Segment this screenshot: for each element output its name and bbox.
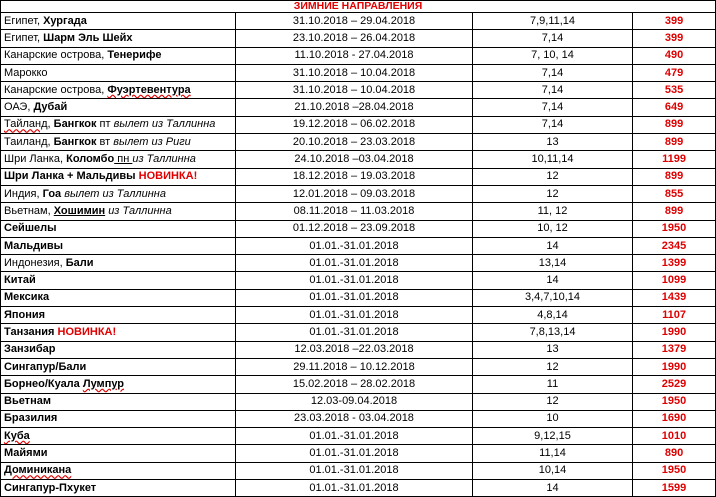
destination-text-part: Сингапур-Пхукет — [4, 481, 97, 494]
destination-text-part: Лумпур — [82, 377, 125, 390]
dates-cell: 01.12.2018 – 23.09.2018 — [236, 220, 473, 237]
destination-cell — [1, 220, 236, 237]
destination-cell — [1, 30, 236, 47]
destination-text-part: Доминикана — [4, 464, 72, 477]
price-cell: 1950 — [633, 462, 716, 479]
nights-cell: 3,4,7,10,14 — [473, 289, 633, 306]
nights-cell: 10 — [473, 410, 633, 427]
destination-text-part: вт — [96, 135, 114, 148]
destination-text-part: пн — [114, 153, 133, 166]
destination-text-part: из Таллинна — [108, 204, 172, 217]
dates-cell: 18.12.2018 – 19.03.2018 — [236, 168, 473, 185]
table-row — [1, 393, 716, 410]
destination-cell — [1, 272, 236, 289]
destination-text-part: Индия, — [4, 187, 43, 200]
price-cell: 649 — [633, 99, 716, 116]
price-cell: 535 — [633, 82, 716, 99]
destination-cell — [1, 480, 236, 497]
price-cell: 399 — [633, 13, 716, 30]
nights-cell: 14 — [473, 272, 633, 289]
destination-cell — [1, 324, 236, 341]
destination-cell — [1, 393, 236, 410]
table-row — [1, 82, 716, 99]
destination-text-part: Занзибар — [4, 343, 56, 356]
nights-cell: 13 — [473, 134, 633, 151]
nights-cell: 10,14 — [473, 462, 633, 479]
dates-cell: 31.10.2018 – 10.04.2018 — [236, 64, 473, 81]
price-cell: 1950 — [633, 220, 716, 237]
dates-cell: 23.03.2018 - 03.04.2018 — [236, 410, 473, 427]
destination-cell — [1, 185, 236, 202]
nights-cell: 11,14 — [473, 445, 633, 462]
table-header-row — [1, 1, 716, 13]
price-cell: 1439 — [633, 289, 716, 306]
destination-cell — [1, 116, 236, 133]
destination-cell — [1, 376, 236, 393]
table-row — [1, 30, 716, 47]
dates-cell: 01.01.-31.01.2018 — [236, 255, 473, 272]
destination-cell — [1, 341, 236, 358]
dates-cell: 01.01.-31.01.2018 — [236, 480, 473, 497]
nights-cell: 13,14 — [473, 255, 633, 272]
price-cell: 399 — [633, 30, 716, 47]
destination-text-part: Шри Ланка + Мальдивы — [4, 170, 139, 183]
destination-text-part: Таиланд, — [4, 135, 54, 148]
dates-cell: 15.02.2018 – 28.02.2018 — [236, 376, 473, 393]
table-row — [1, 307, 716, 324]
destination-cell — [1, 445, 236, 462]
dates-cell: 12.03.2018 –22.03.2018 — [236, 341, 473, 358]
destination-cell — [1, 428, 236, 445]
table-row — [1, 341, 716, 358]
table-row — [1, 47, 716, 64]
destination-text-part: Гоа — [42, 187, 62, 200]
price-cell: 1690 — [633, 410, 716, 427]
price-cell: 2345 — [633, 237, 716, 254]
dates-cell: 19.12.2018 – 06.02.2018 — [236, 116, 473, 133]
price-cell: 1950 — [633, 393, 716, 410]
dates-cell: 01.01.-31.01.2018 — [236, 462, 473, 479]
destination-cell — [1, 99, 236, 116]
destination-cell — [1, 462, 236, 479]
nights-cell: 12 — [473, 168, 633, 185]
destination-text-part: Дубай — [33, 101, 68, 114]
price-cell: 899 — [633, 203, 716, 220]
price-cell: 899 — [633, 116, 716, 133]
destination-text-part: Хошимин — [53, 204, 106, 217]
nights-cell: 14 — [473, 480, 633, 497]
dates-cell: 21.10.2018 –28.04.2018 — [236, 99, 473, 116]
price-cell: 1990 — [633, 358, 716, 375]
destination-text-part: Канарские острова, — [4, 49, 108, 62]
dates-cell: 11.10.2018 - 27.04.2018 — [236, 47, 473, 64]
destination-cell — [1, 168, 236, 185]
destination-cell — [1, 410, 236, 427]
destination-text-part: ОАЭ, — [4, 101, 34, 114]
dates-cell: 23.10.2018 – 26.04.2018 — [236, 30, 473, 47]
dates-cell: 24.10.2018 –03.04.2018 — [236, 151, 473, 168]
destination-text-part: Сейшелы — [4, 222, 57, 235]
nights-cell: 7,14 — [473, 82, 633, 99]
dates-cell: 12.03-09.04.2018 — [236, 393, 473, 410]
dates-cell: 01.01.-31.01.2018 — [236, 428, 473, 445]
price-cell: 1990 — [633, 324, 716, 341]
dates-cell: 01.01.-31.01.2018 — [236, 237, 473, 254]
nights-cell: 7,14 — [473, 30, 633, 47]
table-row — [1, 220, 716, 237]
destination-cell — [1, 237, 236, 254]
destination-text-part: из Таллинна — [132, 153, 196, 166]
nights-cell: 13 — [473, 341, 633, 358]
table-row — [1, 151, 716, 168]
table-row — [1, 289, 716, 306]
destination-text-part: Майями — [4, 447, 48, 460]
price-cell: 1099 — [633, 272, 716, 289]
destination-cell — [1, 358, 236, 375]
destination-text-part: Тайланд — [4, 118, 48, 131]
nights-cell: 10,11,14 — [473, 151, 633, 168]
destination-text-part: НОВИНКА! — [138, 170, 198, 183]
nights-cell: 7,14 — [473, 99, 633, 116]
price-cell: 1199 — [633, 151, 716, 168]
dates-cell: 31.10.2018 – 10.04.2018 — [236, 82, 473, 99]
destination-text-part: Канарские острова, — [4, 83, 108, 96]
price-cell: 899 — [633, 134, 716, 151]
destination-cell — [1, 307, 236, 324]
nights-cell: 12 — [473, 393, 633, 410]
destination-text-part: вылет из Таллинна — [113, 118, 216, 131]
destination-text-part: Китай — [4, 274, 36, 287]
nights-cell: 7, 10, 14 — [473, 47, 633, 64]
destination-text-part: НОВИНКА! — [57, 325, 117, 338]
destination-text-part: Куба — [4, 429, 30, 442]
table-row — [1, 185, 716, 202]
price-cell: 1399 — [633, 255, 716, 272]
dates-cell: 08.11.2018 – 11.03.2018 — [236, 203, 473, 220]
dates-cell: 29.11.2018 – 10.12.2018 — [236, 358, 473, 375]
price-cell: 890 — [633, 445, 716, 462]
nights-cell: 12 — [473, 185, 633, 202]
destination-text-part: Мальдивы — [4, 239, 64, 252]
destination-text-part: Бангкок — [53, 135, 97, 148]
price-cell: 490 — [633, 47, 716, 64]
table-row — [1, 324, 716, 341]
table-row — [1, 203, 716, 220]
destination-cell — [1, 82, 236, 99]
price-cell: 1599 — [633, 480, 716, 497]
table-row — [1, 255, 716, 272]
destination-text-part: вылет из Риги — [113, 135, 191, 148]
nights-cell: 7,9,11,14 — [473, 13, 633, 30]
destination-text-part: Борнео/Куала — [4, 377, 83, 390]
table-row — [1, 410, 716, 427]
table-row — [1, 445, 716, 462]
nights-cell: 7,14 — [473, 64, 633, 81]
price-cell: 855 — [633, 185, 716, 202]
destination-text-part: Бразилия — [4, 412, 58, 425]
destination-text-part: Сингапур/Бали — [4, 360, 87, 373]
destination-cell — [1, 203, 236, 220]
destination-text-part: Египет, — [4, 14, 44, 27]
dates-cell: 20.10.2018 – 23.03.2018 — [236, 134, 473, 151]
dates-cell: 12.01.2018 – 09.03.2018 — [236, 185, 473, 202]
destination-text-part: вылет из Таллинна — [64, 187, 166, 200]
nights-cell: 11, 12 — [473, 203, 633, 220]
price-cell: 899 — [633, 168, 716, 185]
destination-text-part: Танзания — [4, 325, 58, 338]
dates-cell: 01.01.-31.01.2018 — [236, 272, 473, 289]
dates-cell: 01.01.-31.01.2018 — [236, 445, 473, 462]
destination-text-part: Египет, — [4, 31, 44, 44]
destination-text-part: Тенерифе — [107, 49, 162, 62]
destination-text-part: Япония — [4, 308, 46, 321]
dates-cell: 01.01.-31.01.2018 — [236, 307, 473, 324]
nights-cell: 12 — [473, 358, 633, 375]
table-row — [1, 237, 716, 254]
table-row — [1, 358, 716, 375]
destination-cell — [1, 64, 236, 81]
dates-cell: 01.01.-31.01.2018 — [236, 324, 473, 341]
destination-cell — [1, 151, 236, 168]
destination-text-part: Шарм Эль Шейх — [43, 31, 133, 44]
nights-cell: 11 — [473, 376, 633, 393]
dates-cell: 31.10.2018 – 29.04.2018 — [236, 13, 473, 30]
table-row — [1, 13, 716, 30]
destination-text-part: Коломбо — [66, 153, 115, 166]
destination-text-part: Шри Ланка, — [4, 153, 67, 166]
destination-text-part: пт — [96, 118, 114, 131]
table-row — [1, 428, 716, 445]
destination-cell — [1, 47, 236, 64]
nights-cell: 4,8,14 — [473, 307, 633, 324]
destination-text-part: Марокко — [4, 66, 48, 79]
destination-text-part: Вьетнам — [4, 395, 51, 408]
nights-cell: 9,12,15 — [473, 428, 633, 445]
destination-cell — [1, 255, 236, 272]
table-row — [1, 168, 716, 185]
table-row — [1, 64, 716, 81]
destination-text-part: Бали — [65, 256, 94, 269]
dates-cell: 01.01.-31.01.2018 — [236, 289, 473, 306]
destination-text-part: Вьетнам, — [4, 204, 54, 217]
price-cell: 2529 — [633, 376, 716, 393]
table-row — [1, 134, 716, 151]
table-row — [1, 116, 716, 133]
nights-cell: 10, 12 — [473, 220, 633, 237]
price-cell: 1010 — [633, 428, 716, 445]
table-row — [1, 99, 716, 116]
destination-cell — [1, 134, 236, 151]
table-row — [1, 272, 716, 289]
table-title: ЗИМНИЕ НАПРАВЛЕНИЯ — [1, 1, 716, 13]
nights-cell: 7,14 — [473, 116, 633, 133]
destination-text-part: Индонезия, — [4, 256, 66, 269]
destination-text-part: Фуэртевентура — [107, 83, 191, 96]
price-cell: 1379 — [633, 341, 716, 358]
destination-text-part: Бангкок — [53, 118, 97, 131]
destination-text-part: , — [47, 118, 54, 131]
destination-cell — [1, 13, 236, 30]
table-row — [1, 376, 716, 393]
destination-cell — [1, 289, 236, 306]
price-cell: 1107 — [633, 307, 716, 324]
nights-cell: 14 — [473, 237, 633, 254]
destination-text-part: Мексика — [4, 291, 50, 304]
price-cell: 479 — [633, 64, 716, 81]
table-row — [1, 462, 716, 479]
table-row — [1, 480, 716, 497]
destination-text-part: Хургада — [43, 14, 87, 27]
nights-cell: 7,8,13,14 — [473, 324, 633, 341]
